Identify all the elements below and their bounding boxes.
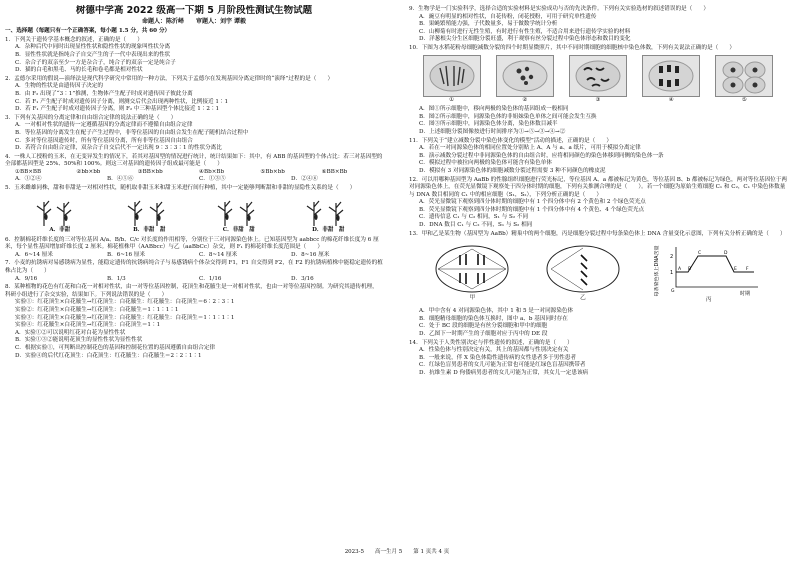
figure-label: 乙 bbox=[580, 295, 586, 302]
question-stem: 12．可以用哪种基因型为 AaBb 的性腺组织细胞进行荧光标记，等位基因 A、a 都被标记为黄色，等位基因 B、b 都被标记为绿色，两对等位基因位于两对同源染色体上，在荧光显微镜下观察处于四分体时期的细胞，下列有关推测合理的是（ ）。若一个细胞为原始生殖细胞 C₁ 和 C₂，C₁ 中染色体数量与 DNA 数目相同的 C₁ 中的相应细胞（S₁，S₂），下列分析正确的是（ ） bbox=[409, 176, 787, 198]
corn-figures bbox=[15, 195, 373, 235]
question-13 bbox=[409, 231, 787, 339]
question-7 bbox=[5, 260, 383, 283]
option: C．红绿色盲男患者的女儿可能为正常也可能是红绿色盲基因携带者 bbox=[419, 362, 586, 369]
option: B．由 F₂ 出现了“3∶1”推测，生物体产生配子时成对遗传因子彼此分离 bbox=[15, 90, 193, 97]
point-label: C bbox=[697, 251, 701, 257]
option: D．若符合自由组合定律，双杂合子自交后代不一定出现 9∶3∶3∶1 的性状分离比 bbox=[15, 145, 222, 152]
x-axis-label: 时期 bbox=[739, 291, 750, 298]
option: C．遗传信息 C₁ 与 C₂ 相同，S₁ 与 S₂ 不同 bbox=[419, 214, 529, 221]
option: ③BB×bb bbox=[137, 168, 163, 175]
option: B．1/3 bbox=[107, 275, 126, 282]
micrograph-image bbox=[423, 55, 481, 97]
question-stem: 8．某种植物的花色有红花和白花一对相对性状，由一对等位基因控制，花顶生和花腋生是一对相对性状，也由一对等位基因控制。为研究其遗传机理，科研小组进行了杂交实验，结果如下。下列说法错误的是（ ） bbox=[5, 284, 378, 298]
option: B．显性性状就是指纯合子自交产生的子一代中表现出来的性状 bbox=[15, 51, 171, 58]
right-column bbox=[409, 5, 787, 378]
figure-label: A． bbox=[49, 227, 60, 234]
option: B．6~16 厘米 bbox=[107, 251, 146, 258]
question-4 bbox=[5, 154, 383, 184]
micrograph-1 bbox=[423, 55, 481, 105]
option: B．细胞精母细胞的染色体互换时，图中 a、b 基因同时存在 bbox=[419, 315, 568, 322]
question-stem: 4．一株人工授粉的玉米，在无变异发生的情况下，若其对基因型的情况进行统计，统计结果如下：其中，有 ABB 的基因型的个体占比：若三对基因型的全部都基因型是 25%、50%和 100%。则这三对基因的遗传因子组成最可能是（ ） bbox=[5, 153, 383, 168]
y-tick-label: 1 bbox=[669, 270, 673, 277]
corn-figure-a bbox=[32, 197, 88, 235]
question-stem: 9．生物学是一门实验科学，选择合适的实验材料是实验成功与否的先决条件。下列有关实验选材的叙述错误的是（ ） bbox=[409, 6, 710, 12]
question-10 bbox=[409, 45, 787, 137]
option: A．荧光显微镜下观察到四分体时期的细胞中有 1 个四分体中有 2 个黄色和 2 个绿色荧光点 bbox=[419, 199, 646, 206]
figure-tag: 非甜 甜 bbox=[232, 227, 255, 234]
micrograph-image bbox=[569, 55, 627, 97]
option: C．杂合子的双亲至少一方是杂合子，纯合子的双亲一定是纯合子 bbox=[15, 59, 176, 66]
corn-plant-icon bbox=[300, 197, 356, 227]
dna-line-chart bbox=[654, 241, 764, 297]
option: C．8~14 厘米 bbox=[199, 251, 238, 258]
option: D．模拟有 3 对同源染色体的细胞减数分裂过程需要 3 种不同颜色的橡皮泥 bbox=[419, 167, 606, 174]
option: C．多对等位基因遗传时，所有等位基因分离，所有非等位基因自由组合 bbox=[15, 137, 193, 144]
origin-label: G bbox=[670, 289, 675, 295]
option: C．图③所示细胞中，同源染色体分离，染色体数目减半 bbox=[419, 121, 558, 128]
option: A．一对相对性状的遗传一定遵循基因的分离定律而不遵循自由组合定律 bbox=[15, 122, 193, 129]
question-9 bbox=[409, 6, 787, 44]
option: D．DNA 数目 C₁ 与 C₂ 不同，S₁ 与 S₂ 相同 bbox=[419, 222, 533, 229]
cell-yi bbox=[543, 243, 623, 303]
figure-label: B． bbox=[133, 227, 144, 234]
option: A．性染色体与性别决定有关，其上的基因都与性别决定有关 bbox=[419, 347, 569, 354]
micrograph-3 bbox=[569, 55, 627, 105]
point-label: A bbox=[677, 267, 681, 273]
micrograph-number: ② bbox=[522, 96, 528, 103]
section-heading: 一、选择题（每题只有一个正确答案，每小题 1.5 分，共 60 分） bbox=[5, 28, 171, 35]
option: B．果蝇繁殖能力强，子代数量多，易于做数学统计分析 bbox=[419, 21, 558, 28]
cell-diagram-icon bbox=[432, 243, 512, 295]
question-stem: 11．下列关于“建立减数分裂中染色体变化的模型”活动的描述，正确的是（ ） bbox=[409, 137, 613, 144]
question-stem: 5．玉米雌雄同株，甜和非甜是一对相对性状，随机取非甜玉米和甜玉米进行间行种植，其中一定能够判断甜和非甜的显隐性关系的是（ ） bbox=[5, 185, 356, 192]
option: ②bb×bb bbox=[76, 168, 101, 175]
option: B．实验①③②能说明花顶生的显性性状为显性性状 bbox=[15, 337, 143, 344]
question-6 bbox=[5, 237, 383, 260]
question-3 bbox=[5, 115, 383, 153]
answer-options bbox=[5, 276, 383, 284]
option: D．猫的白毛和黑毛、马的长毛和卷毛都是相对性状 bbox=[15, 67, 143, 74]
option: A．6~14 厘米 bbox=[15, 251, 53, 258]
option: C．①③⑤ bbox=[199, 176, 226, 183]
y-tick-label: 2 bbox=[669, 254, 673, 261]
option: A．实验①②可以说明红花对白花为显性性状 bbox=[15, 329, 126, 336]
option: D．上述细胞分裂图像按进行时间排序为①→⑤→③→④→② bbox=[419, 128, 566, 135]
figure-label: 甲 bbox=[469, 295, 476, 302]
micrograph-number: ⑤ bbox=[741, 96, 747, 103]
option: B．④⑤⑥ bbox=[107, 176, 134, 183]
micrograph-4 bbox=[642, 55, 700, 105]
exam-title: 树德中学高 2022 级高一下期 5 月阶段性测试生物试题 bbox=[75, 5, 313, 16]
option: C．若 F₁ 产生配子时成对遗传因子分离，则测交后代会出现两种性状，比例接近 1∶1 bbox=[15, 98, 229, 105]
figure-label: C． bbox=[222, 227, 233, 234]
option: D．若 F₁ 产生配子时成对遗传因子分离，则 F₂ 中三种基因型个体比接近 1∶2∶1 bbox=[15, 106, 220, 113]
option: C．根据实验①，可判断出控制花色的基因和控制花位置的基因遵循自由组合定律 bbox=[15, 344, 216, 351]
option: 实验②：红花顶生×白花腋生→红花顶生：白花腋生＝1∶1∶1∶1 bbox=[15, 307, 179, 313]
exam-authors: 命题人：陈沂峄 审题人：刘宇 谭毅 bbox=[141, 17, 247, 25]
question-stem: 6．控制棉花纤维长度的三对等位基因 A/a、B/b、C/c 对长度的作用相等，分别位于三对同源染色体上。已知基因型为 aabbcc 的棉花纤维长度为 6 厘米，每个显性基因增加纤维长度 2 厘米。棉花植株甲（AABbcc）与乙（aaBbCc）杂交，则 F₁ 的棉花纤维长度范围是（ ） bbox=[5, 236, 379, 251]
corn-figure-d bbox=[300, 197, 356, 235]
point-label: E bbox=[733, 267, 737, 273]
cell-diagram-icon bbox=[543, 243, 623, 295]
figure-tag: 非甜 甜 bbox=[143, 227, 166, 234]
option: D．洋葱根尖分生区细胞分裂旺盛，利于观察有丝分裂过程中染色体形态和数目的变化 bbox=[419, 36, 631, 43]
answer-options bbox=[5, 252, 383, 260]
option: D．抗维生素 D 佝偻病男患者的女儿可能为正常，其女儿一定患该病 bbox=[419, 370, 589, 376]
figure-label: 丙 bbox=[705, 297, 712, 304]
question-stem: 10．下图为水稻花粉母细胞减数分裂的四个时期显微照片，其中不同时期细胞的细胞核中染色体数，下列有关说法正确的是（ ） bbox=[409, 44, 735, 51]
question-stem: 7．小麦的抗锈病对易感锈病为显性，能稳定遗传的抗锈病纯合子与易感锈病个体杂交得到 F1，F1 自交得到 F2，在 F2 的抗锈病植株中能稳定遗传的植株占比为（ ） bbox=[5, 260, 383, 275]
genotype-options bbox=[5, 169, 383, 177]
option: ①BB×BB bbox=[15, 168, 42, 175]
option: D．实验④的后代红花顶生：白花顶生：红花腋生：白花腋生＝2∶2∶1∶1 bbox=[15, 352, 202, 359]
option: B．一般来说，伴 X 染色体隐性遗传病的女性患者多于男性患者 bbox=[419, 354, 577, 361]
question-stem: 14．下列关于人类性别决定与伴性遗传的叙述，正确的是（ ） bbox=[409, 339, 573, 346]
corn-figure-b bbox=[121, 197, 177, 235]
option: D．8~16 厘米 bbox=[291, 251, 330, 258]
option: 实验③：红花顶生×白花腋生→红花顶生：白花腋生：红花腋生：白花顶生＝1∶1∶1∶1 bbox=[15, 314, 235, 321]
question-14 bbox=[409, 340, 787, 378]
option: D．②④⑥ bbox=[291, 176, 318, 183]
question-12 bbox=[409, 177, 787, 230]
option: A．图①所示细胞中，移向两极的染色体的基因组成一般相同 bbox=[419, 106, 569, 113]
corn-figure-c bbox=[211, 197, 267, 235]
option: A．①②④ bbox=[15, 176, 42, 183]
option: B．荧光显微镜下观察到四分体时期的细胞中有 1 个四分体中有 4 个黄色、4 个绿色荧光点 bbox=[419, 206, 645, 213]
corn-plant-icon bbox=[211, 197, 267, 227]
question-1 bbox=[5, 37, 383, 75]
micrograph-image bbox=[642, 55, 700, 97]
option: C．1/16 bbox=[199, 275, 222, 282]
option: B．等位基因的分离发生在配子产生过程中，非等位基因的自由组合发生在配子随机结合过程中 bbox=[15, 129, 249, 136]
option: 实验④：红花腋生×白花顶生→红花顶生：白花顶生＝1∶1 bbox=[15, 322, 161, 329]
question-2 bbox=[5, 76, 383, 114]
cell-jia bbox=[432, 243, 512, 303]
option: 实验①：红花顶生×白花腋生→红花顶生：白花腋生：红花腋生：白花顶生＝6∶2∶3∶1 bbox=[15, 299, 235, 306]
question-stem: 1．下列关于遗传学基本概念的叙述，正确的是（ ） bbox=[5, 36, 143, 43]
option: B．演示减数分裂过程中非同源染色体的自由组合时，应将相同颜色的染色体移到同侧的染色体一条 bbox=[419, 152, 664, 159]
figure-label: D． bbox=[312, 227, 323, 234]
option: D．3/16 bbox=[291, 275, 314, 282]
option: A．9/16 bbox=[15, 275, 38, 282]
point-label: F bbox=[745, 267, 749, 273]
option: ⑥BB×Bb bbox=[321, 168, 348, 175]
question-stem: 13．甲和乙是某生物（基因型为 AaBb）精巢中的两个细胞，丙是细胞分裂过程中每条染色体上 DNA 含量变化示意图，下列有关分析正确的是（ ） bbox=[409, 230, 786, 237]
micrograph-row bbox=[415, 55, 781, 105]
option: A．杂种后代中同时出现显性性状和隐性性状的现象叫性状分离 bbox=[15, 44, 171, 51]
option: A．甲中含有 4 对同源染色体，其中 1 和 5 是一对同源染色体 bbox=[419, 308, 574, 315]
option: A．豌豆有明显的相对性状，自花传粉，闭花授粉，可用于研究单性遗传 bbox=[419, 13, 597, 20]
question-stem: 2．孟德尔采用的假说—演绎法是现代科学研究中常用的一种方法，下列关于孟德尔在发现基因分离定律时的“演绎”过程的是（ ） bbox=[5, 75, 334, 82]
question-stem: 3．下列有关基因的分离定律和自由组合定律的说法正确的是（ ） bbox=[5, 114, 177, 121]
figure-tag: 非甜 bbox=[59, 227, 71, 234]
question-11 bbox=[409, 138, 787, 176]
option: B．图②所示细胞中，同源染色体的非姐妹染色单体之间可能会发生互换 bbox=[419, 113, 597, 120]
micrograph-2 bbox=[496, 55, 554, 105]
option: C．模拟过程中被拉向两极的染色体可能含有染色单体 bbox=[419, 160, 552, 167]
y-axis-label: 每条染色体上DNA含量 bbox=[653, 245, 660, 297]
point-label: D bbox=[723, 251, 728, 257]
cell-division-figure bbox=[417, 241, 779, 305]
question-8 bbox=[5, 284, 383, 360]
micrograph-5 bbox=[715, 55, 773, 105]
option: C．山柳菊有时进行无性生殖，有时进行有性生殖，不适合用来进行遗传学实验的材料 bbox=[419, 28, 631, 35]
micrograph-image bbox=[496, 55, 554, 97]
micrograph-number: ① bbox=[449, 96, 455, 103]
micrograph-image bbox=[715, 55, 773, 97]
page-footer: 2023-5 高一生月 5 第 1 页共 4 页 bbox=[344, 549, 450, 555]
dna-content-chart bbox=[654, 241, 764, 305]
micrograph-number: ③ bbox=[595, 96, 601, 103]
micrograph-number: ④ bbox=[668, 96, 674, 103]
option: C．处于 BC 段的细胞是有丝分裂细胞和甲中的细胞 bbox=[419, 323, 548, 330]
figure-tag: 非甜 甜 bbox=[322, 227, 345, 234]
answer-options bbox=[5, 176, 383, 184]
option: A．生物的性状是由遗传因子决定的 bbox=[15, 83, 103, 90]
left-column bbox=[5, 5, 383, 360]
option: A．若在一对同源染色体的相同位置处分别贴上 A、A 与 a、a 纸片，可用于模拟分离定律 bbox=[419, 145, 641, 152]
option: ④Bb×Bb bbox=[198, 168, 225, 175]
option: ⑤Bb×bb bbox=[260, 168, 285, 175]
point-label: B bbox=[687, 267, 691, 273]
corn-plant-icon bbox=[121, 197, 177, 227]
corn-plant-icon bbox=[32, 197, 88, 227]
option: D．乙图下一时期产生的子细胞对应于丙中的 DE 段 bbox=[419, 331, 548, 338]
question-5 bbox=[5, 185, 383, 235]
